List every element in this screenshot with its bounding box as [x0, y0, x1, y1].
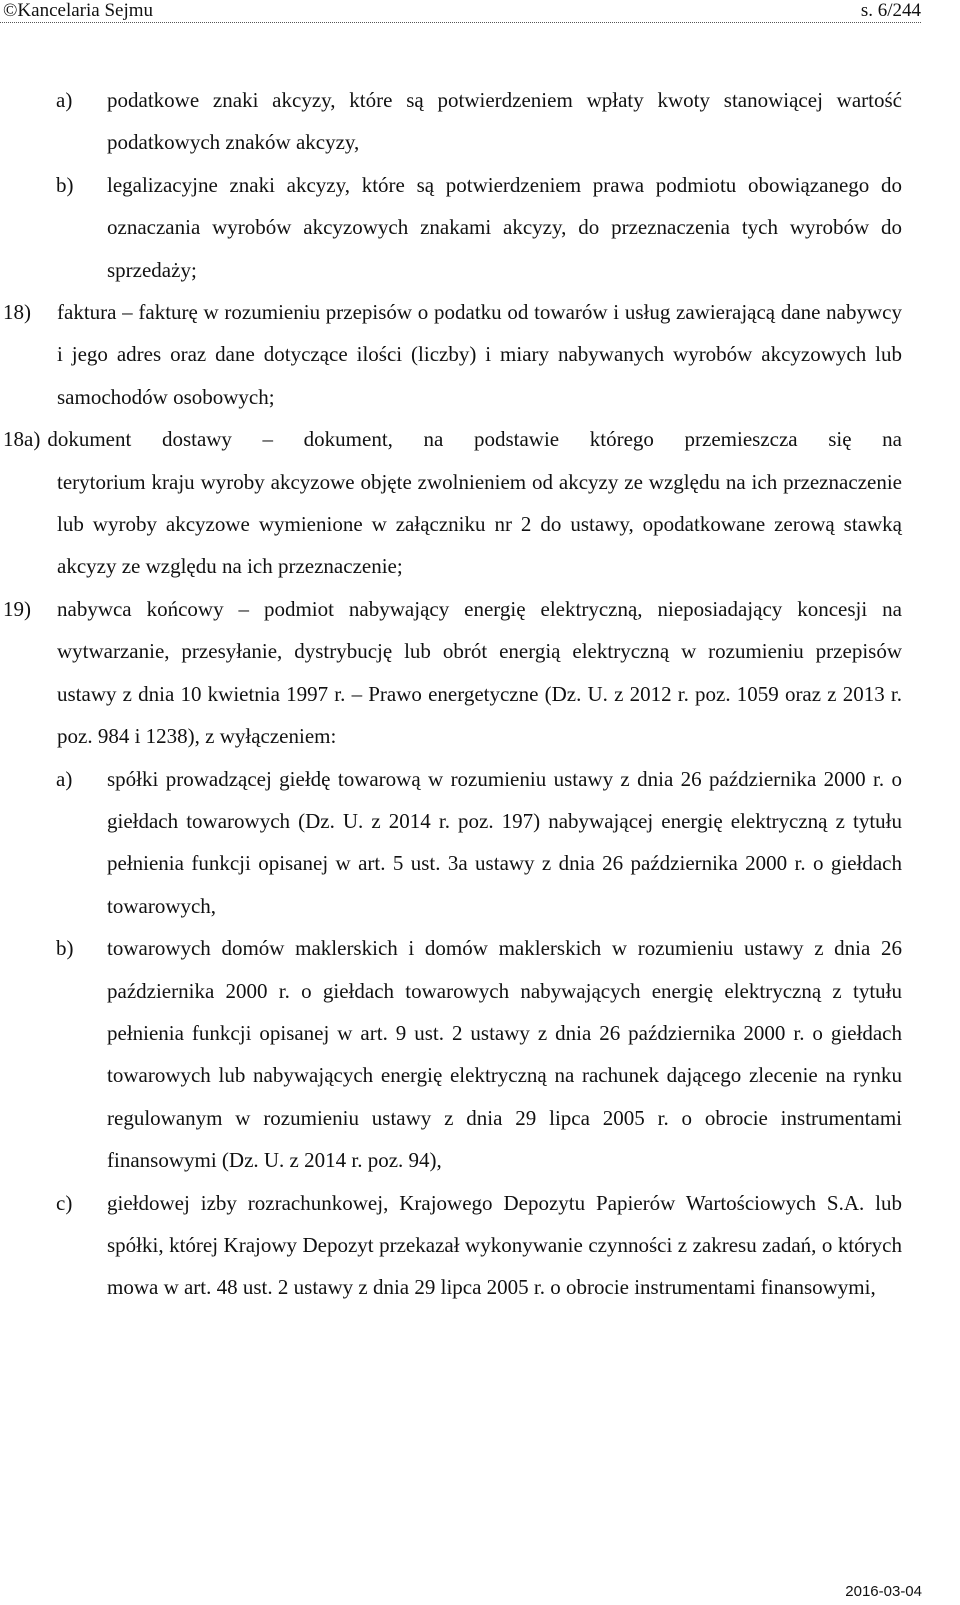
item-text: nabywca końcowy – podmiot nabywający energię elektryczną, nieposiadający koncesji na wytwarzanie, przesyłanie, dystrybucję lub obrót energią elektryczną w rozumieniu przepisów ustawy z dnia 10 kwietnia 1997 r. – Prawo energetyczne (Dz. U. z 2012 r. poz. 1059 oraz z 2013 r. poz. 984 i 1238), z wyłączeniem: [57, 596, 902, 749]
item-text: dokument dostawy – dokument, na podstawie którego przemieszcza się na [47, 427, 902, 452]
list-item-a-1 [0, 79, 902, 164]
item-label: a) [56, 88, 73, 112]
item-text: faktura – fakturę w rozumieniu przepisów o podatku od towarów i usług zawierającą dane nabywcy i jego adres oraz dane dotyczące ilości (liczby) i miary nabywanych wyrobów akcyzowych lub samochodów osobowych; [57, 300, 902, 409]
list-item-b-1 [0, 164, 902, 291]
item-text: giełdowej izby rozrachunkowej, Krajowego Depozytu Papierów Wartościowych S.A. lub spółki, której Krajowy Depozyt przekazał wykonywanie czynności z zakresu zadań, o których mowa w art. 48 ust. 2 ustawy z dnia 29 lipca 2005 r. o obrocie instrumentami finansowymi, [107, 1190, 902, 1300]
item-label: 19) [3, 596, 31, 621]
item-label: b) [56, 936, 74, 961]
document-body [0, 79, 902, 1309]
list-item-a-2 [0, 758, 902, 928]
header-source: ©Kancelaria Sejmu [3, 0, 154, 21]
footer-date: 2016-03-04 [845, 1583, 922, 1600]
item-first-line [0, 418, 902, 460]
item-label: a) [56, 766, 73, 791]
item-label: c) [56, 1190, 73, 1215]
list-item-18a [0, 418, 902, 588]
item-label: b) [56, 172, 74, 197]
list-item-19 [0, 588, 902, 758]
item-label: 18a) [3, 427, 41, 452]
item-text: towarowych domów maklerskich i domów maklerskich w rozumieniu ustawy z dnia 26 października 2000 r. o giełdach towarowych nabywających energię elektryczną z tytułu pełnienia funkcji opisanej w art. 9 ust. 2 ustawy z dnia 26 października 2000 r. o giełdach towarowych lub nabywających energię elektryczną na rachunek dającego zlecenie na rynku regulowanym w rozumieniu ustawy z dnia 29 lipca 2005 r. o obrocie instrumentami finansowymi (Dz. U. z 2014 r. poz. 94), [107, 936, 902, 1173]
item-text: podatkowe znaki akcyzy, które są potwierdzeniem wpłaty kwoty stanowiącej wartość podatkowych znaków akcyzy, [107, 88, 902, 155]
list-item-b-2 [0, 927, 902, 1181]
list-item-c [0, 1182, 902, 1309]
item-label: 18) [3, 300, 31, 325]
page-number: s. 6/244 [860, 0, 921, 21]
list-item-18 [0, 291, 902, 418]
item-text: legalizacyjne znaki akcyzy, które są potwierdzeniem prawa podmiotu obowiązanego do oznaczania wyrobów akcyzowych znakami akcyzy, do przeznaczenia tych wyrobów do sprzedaży; [107, 172, 902, 282]
header-divider [0, 22, 921, 23]
item-text: spółki prowadzącej giełdę towarową w rozumieniu ustawy z dnia 26 października 2000 r. o giełdach towarowych (Dz. U. z 2014 r. poz. 197) nabywającej energię elektryczną z tytułu pełnienia funkcji opisanej w art. 5 ust. 3a ustawy z dnia 26 października 2000 r. o giełdach towarowych, [107, 766, 902, 918]
item-text-continued: terytorium kraju wyroby akcyzowe objęte zwolnieniem od akcyzy ze względu na ich przeznaczenie lub wyroby akcyzowe wymienione w załączniku nr 2 do ustawy, opodatkowane zerową stawką akcyzy ze względu na ich przeznaczenie; [57, 469, 902, 579]
